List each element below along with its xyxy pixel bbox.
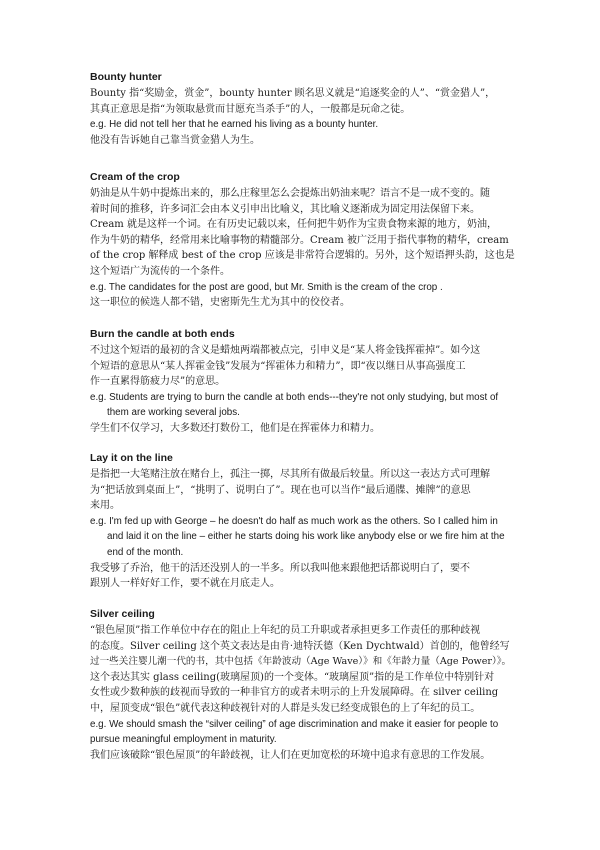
- body-line: 个短语的意思从“某人挥霍金钱”发展为“挥霍体力和精力”，即“夜以继日从事高强度工: [90, 360, 466, 372]
- example-sentence: [90, 514, 515, 561]
- example-translation: 学生们不仅学习，大多数还打数份工，他们是在挥霍体力和精力。: [90, 422, 380, 434]
- body-line: Cream 就是这样一个词。在有历史记载以来，任何把牛奶作为宝贵食物来源的地方，奶油，: [90, 219, 497, 231]
- section-body: [90, 86, 515, 117]
- body-line: 不过这个短语的最初的含义是蜡烛两端都被点完，引申义是“某人将金钱挥霍掉”。如今这: [90, 345, 481, 356]
- body-line: “银色屋顶”指工作单位中存在的阻止上年纪的员工升职或者承担更多工作责任的那种歧视: [90, 625, 481, 636]
- example-sentence: [90, 717, 515, 748]
- body-line: 着时间的推移，许多词汇会由本义引申出比喻义，其比喻义逐渐成为固定用法保留下来。: [90, 203, 480, 215]
- body-line: 的态度。Silver ceiling 这个英文表达是由肯·迪特沃德（Ken Dychtwald）首创的，他曾经写: [90, 640, 510, 652]
- body-line: 这个短语广为流传的一个条件。: [90, 265, 230, 277]
- body-line: 奶油是从牛奶中提炼出来的，那么庄稼里怎么会提炼出奶油来呢？语言不是一成不变的。随: [90, 188, 490, 199]
- section-burn-the-candle: [90, 327, 515, 437]
- section-body: [90, 186, 515, 280]
- section-title: Silver ceiling: [90, 608, 155, 620]
- section-body: [90, 467, 515, 514]
- body-line: 女性或少数种族的歧视而导致的一种非官方的或者未明示的上升发展障碍。在 silver ceiling: [90, 687, 499, 699]
- translation-line: 跟别人一样好好工作，要不就在月底走人。: [90, 578, 280, 590]
- section-bounty-hunter: [90, 70, 515, 148]
- example-line: e.g. We should smash the “silver ceiling” of age discrimination and make it easier for people to: [90, 718, 499, 730]
- example-translation: 他没有告诉她自己靠当赏金猎人为生。: [90, 134, 260, 146]
- body-line: 作一直累得筋疲力尽”的意思。: [90, 376, 226, 388]
- body-line: 其真正意思是指“为领取悬赏而甘愿充当杀手”的人，一般都是玩命之徒。: [90, 103, 411, 115]
- example-sentence: [90, 390, 515, 421]
- body-line: 为“把话放到桌面上”，“挑明了、说明白了”。现在也可以当作“最后通牒、摊牌”的意思: [90, 484, 471, 496]
- section-body: [90, 343, 515, 390]
- example-line: end of the month.: [107, 546, 184, 558]
- example-sentence: e.g. The candidates for the post are good, but Mr. Smith is the cream of the crop .: [90, 281, 443, 293]
- example-line: pursue meaningful employment in maturity.: [90, 734, 277, 746]
- body-line: 这个表达其实 glass ceiling(玻璃屋顶)的一个变体。“玻璃屋顶”指的是工作单位中特别针对: [90, 671, 495, 683]
- section-title: Lay it on the line: [90, 452, 173, 464]
- example-line: e.g. Students are trying to burn the candle at both ends---they're not only studying, but most of: [90, 391, 499, 403]
- section-title: Bounty hunter: [90, 71, 162, 83]
- example-line: and laid it on the line – either he starts doing his work like anybody else or we fire him at the: [107, 531, 505, 543]
- body-line: 中，屋顶变成“银色”就代表这种歧视针对的人群是头发已经变成银色的上了年纪的员工。: [90, 702, 481, 714]
- body-line: of the crop 解释成 best of the crop 应该是非常符合逻辑的。另外，这个短语押头韵，这也是: [90, 250, 515, 262]
- section-body: [90, 623, 515, 717]
- section-silver-ceiling: [90, 607, 515, 763]
- example-translation: 我们应该破除“银色屋顶”的年龄歧视，让人们在更加宽松的环境中追求有意思的工作发展。: [90, 749, 491, 761]
- section-lay-it-on-the-line: [90, 451, 515, 592]
- body-line: 来用。: [90, 500, 120, 512]
- section-title: Burn the candle at both ends: [90, 328, 235, 340]
- example-line: e.g. I'm fed up with George – he doesn't do half as much work as the others. So I called him in: [90, 515, 498, 527]
- example-line: them are working several jobs.: [107, 407, 240, 419]
- section-title: Cream of the crop: [90, 171, 180, 183]
- example-translation: 这一职位的候选人都不错，史密斯先生尤为其中的佼佼者。: [90, 297, 350, 309]
- body-line: Bounty 指“奖励金，赏金”，bounty hunter 顾名思义就是“追逐奖金的人”、“赏金猎人”，: [90, 88, 496, 99]
- body-line: 过一些关注婴儿潮一代的书，其中包括《年龄波动（Age Wave）》和《年龄力量（Age Power）》。: [90, 656, 512, 668]
- translation-line: 我受够了乔治，他干的活还没别人的一半多。所以我叫他来跟他把话都说明白了，要不: [90, 562, 470, 574]
- section-cream-of-the-crop: [90, 170, 515, 311]
- example-translation: [90, 561, 515, 592]
- body-line: 是指把一大笔赌注放在赌台上，孤注一掷，尽其所有做最后较量。所以这一表达方式可理解: [90, 469, 490, 480]
- body-line: 作为牛奶的精华，经常用来比喻事物的精髓部分。Cream 被广泛用于指代事物的精华，cream: [90, 234, 509, 246]
- example-sentence: e.g. He did not tell her that he earned his living as a bounty hunter.: [90, 119, 379, 131]
